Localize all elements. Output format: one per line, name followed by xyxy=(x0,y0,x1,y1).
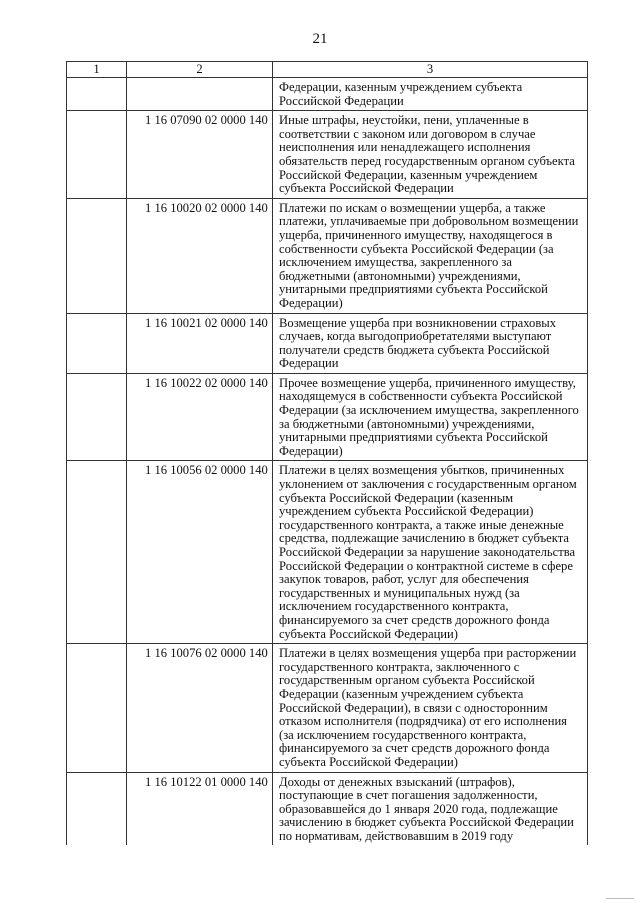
budget-revenue-table xyxy=(66,61,588,845)
table-row xyxy=(67,461,588,644)
row-number-cell xyxy=(67,198,127,313)
row-number-cell xyxy=(67,78,127,111)
revenue-description-cell: Платежи в целях возмещения ущерба при расторжении государственного контракта, заключенного с государственным органом субъекта Российской Федерации (казенным учреждением субъекта Российской Федерации), в связи с односторонним отказом исполнителя (подрядчика) от его исполнения (за исключением государственного контракта, финансируемого за счет средств дорожного фонда субъекта Российской Федерации) xyxy=(273,644,588,772)
revenue-description-cell: Федерации, казенным учреждением субъекта Российской Федерации xyxy=(273,78,588,111)
table-row xyxy=(67,373,588,461)
revenue-description-cell: Платежи по искам о возмещении ущерба, а также платежи, уплачиваемые при добровольном возмещении ущерба, причиненного имуществу, находящегося в собственности субъекта Российской Федерации (за исключением имущества, закрепленного за бюджетными (автономными) учреждениями, унитарными предприятиями субъекта Российской Федерации) xyxy=(273,198,588,313)
column-header-2: 2 xyxy=(127,62,273,78)
table-row xyxy=(67,78,588,111)
table-row xyxy=(67,198,588,313)
revenue-description-cell: Доходы от денежных взысканий (штрафов), поступающие в счет погашения задолженности, образовавшейся до 1 января 2020 года, подлежащие зачислению в бюджет субъекта Российской Федерации по нормативам, действовавшим в 2019 году xyxy=(273,772,588,845)
revenue-code-cell: 1 16 10076 02 0000 140 xyxy=(127,644,273,772)
revenue-description-cell: Прочее возмещение ущерба, причиненного имуществу, находящемуся в собственности субъекта Российской Федерации (за исключением имущества, закрепленного за бюджетными (автономными) учреждениями, унитарными предприятиями субъекта Российской Федерации) xyxy=(273,373,588,461)
row-number-cell xyxy=(67,644,127,772)
revenue-code-cell: 1 16 10020 02 0000 140 xyxy=(127,198,273,313)
column-header-1: 1 xyxy=(67,62,127,78)
revenue-code-cell xyxy=(127,78,273,111)
revenue-code-cell: 1 16 10021 02 0000 140 xyxy=(127,313,273,373)
table-header-row xyxy=(67,62,588,78)
table-row xyxy=(67,111,588,199)
column-header-3: 3 xyxy=(273,62,588,78)
revenue-description-cell: Иные штрафы, неустойки, пени, уплаченные в соответствии с законом или договором в случае неисполнения или ненадлежащего исполнения обязательств перед государственным органом субъекта Российской Федерации, казенным учреждением субъекта Российской Федерации xyxy=(273,111,588,199)
row-number-cell xyxy=(67,461,127,644)
row-number-cell xyxy=(67,373,127,461)
page-number: 21 xyxy=(312,31,328,47)
row-number-cell xyxy=(67,111,127,199)
revenue-code-cell: 1 16 07090 02 0000 140 xyxy=(127,111,273,199)
row-number-cell xyxy=(67,772,127,845)
revenue-description-cell: Платежи в целях возмещения убытков, причиненных уклонением от заключения с государственным органом субъекта Российской Федерации (казенным учреждением субъекта Российской Федерации) государственного контракта, а также иные денежные средства, подлежащие зачислению в бюджет субъекта Российской Федерации за нарушение законодательства Российской Федерации о контрактной системе в сфере закупок товаров, работ, услуг для обеспечения государственных и муниципальных нужд (за исключением государственного контракта, финансируемого за счет средств дорожного фонда субъекта Российской Федерации) xyxy=(273,461,588,644)
revenue-code-cell: 1 16 10056 02 0000 140 xyxy=(127,461,273,644)
table-row xyxy=(67,313,588,373)
table-row xyxy=(67,644,588,772)
table-row xyxy=(67,772,588,845)
scan-edge-mark xyxy=(606,898,634,899)
revenue-description-cell: Возмещение ущерба при возникновении страховых случаев, когда выгодоприобретателями выступают получатели средств бюджета субъекта Российской Федерации xyxy=(273,313,588,373)
row-number-cell xyxy=(67,313,127,373)
revenue-code-cell: 1 16 10022 02 0000 140 xyxy=(127,373,273,461)
revenue-code-cell: 1 16 10122 01 0000 140 xyxy=(127,772,273,845)
